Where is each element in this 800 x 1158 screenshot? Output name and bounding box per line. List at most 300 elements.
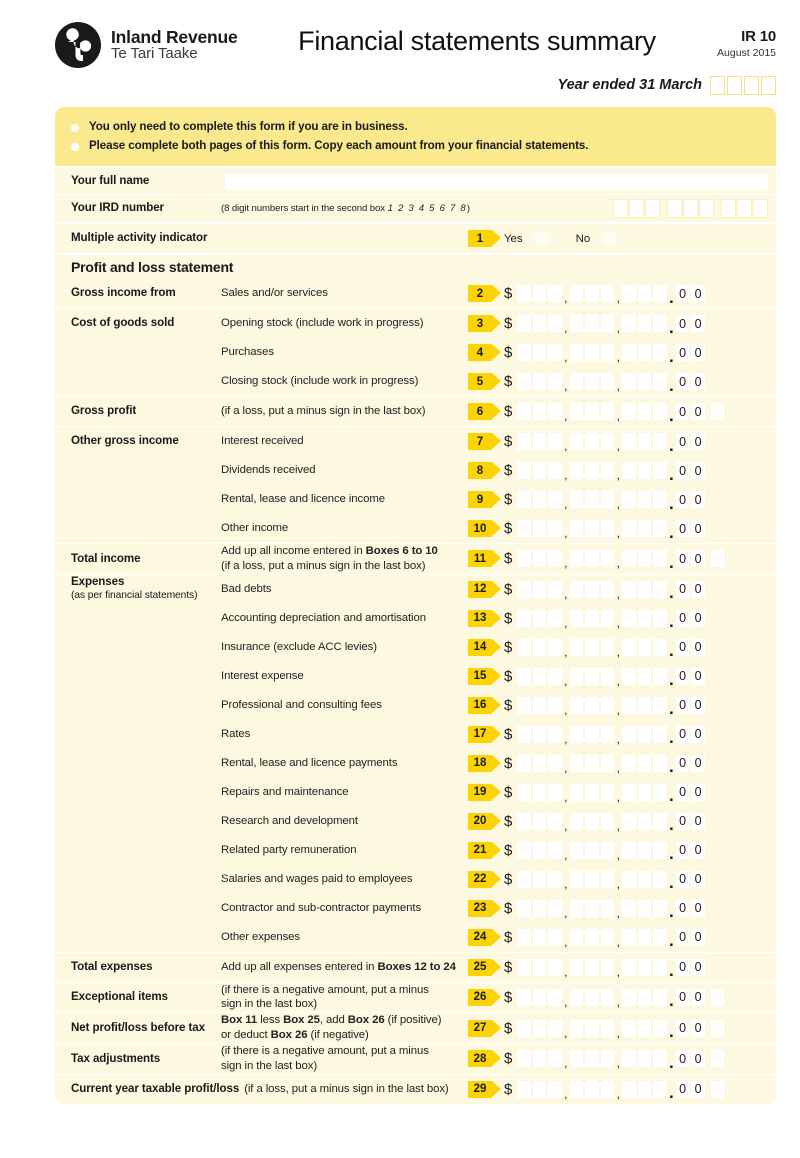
amount-digit-box[interactable] [637, 461, 653, 480]
amount-digit-box[interactable] [652, 725, 668, 744]
amount-digit-box[interactable] [532, 343, 548, 362]
amount-digit-box[interactable] [637, 638, 653, 657]
amount-digit-box[interactable] [584, 667, 600, 686]
amount-digit-box[interactable] [637, 928, 653, 947]
amount-digit-box[interactable] [547, 667, 563, 686]
amount-digits[interactable] [516, 899, 668, 918]
amount-digit-box[interactable] [584, 958, 600, 977]
amount-digit-box[interactable] [516, 725, 532, 744]
amount-digit-box[interactable] [547, 725, 563, 744]
amount-digit-box[interactable] [652, 402, 668, 421]
amount-digit-box[interactable] [532, 402, 548, 421]
year-digit-box[interactable] [761, 76, 776, 95]
amount-digit-box[interactable] [652, 783, 668, 802]
amount-digit-box[interactable] [532, 549, 548, 568]
amount-digits[interactable] [516, 461, 668, 480]
amount-digits[interactable] [516, 609, 668, 628]
amount-digit-box[interactable] [584, 432, 600, 451]
amount-digit-box[interactable] [532, 609, 548, 628]
amount-digit-box[interactable] [584, 812, 600, 831]
amount-digit-box[interactable] [547, 988, 563, 1007]
amount-digit-box[interactable] [621, 870, 637, 889]
amount-digit-box[interactable] [547, 549, 563, 568]
amount-digit-box[interactable] [547, 1080, 563, 1099]
amount-digit-box[interactable] [600, 1080, 616, 1099]
amount-digit-box[interactable] [584, 638, 600, 657]
amount-digit-box[interactable] [652, 314, 668, 333]
amount-digit-box[interactable] [584, 988, 600, 1007]
amount-digit-box[interactable] [516, 343, 532, 362]
amount-digit-box[interactable] [547, 928, 563, 947]
amount-digit-box[interactable] [652, 490, 668, 509]
amount-digit-box[interactable] [637, 1049, 653, 1068]
amount-digit-box[interactable] [584, 519, 600, 538]
amount-digit-box[interactable] [547, 519, 563, 538]
amount-digit-box[interactable] [621, 958, 637, 977]
amount-digit-box[interactable] [532, 841, 548, 860]
amount-digit-box[interactable] [547, 899, 563, 918]
amount-digits[interactable] [516, 343, 668, 362]
amount-digit-box[interactable] [584, 870, 600, 889]
amount-digit-box[interactable] [547, 314, 563, 333]
amount-digit-box[interactable] [600, 696, 616, 715]
minus-sign-box[interactable] [710, 1019, 726, 1038]
amount-digits[interactable] [516, 549, 668, 571]
amount-digit-box[interactable] [652, 372, 668, 391]
amount-digit-box[interactable] [516, 638, 532, 657]
amount-digit-box[interactable] [516, 549, 532, 568]
amount-digit-box[interactable] [584, 928, 600, 947]
amount-digit-box[interactable] [652, 928, 668, 947]
amount-digit-box[interactable] [516, 432, 532, 451]
amount-digit-box[interactable] [569, 519, 585, 538]
amount-digit-box[interactable] [547, 638, 563, 657]
amount-digits[interactable] [516, 1019, 668, 1038]
amount-digit-box[interactable] [621, 1080, 637, 1099]
amount-digit-box[interactable] [547, 580, 563, 599]
amount-digit-box[interactable] [569, 284, 585, 303]
amount-digit-box[interactable] [584, 549, 600, 568]
amount-digit-box[interactable] [547, 432, 563, 451]
amount-digit-box[interactable] [569, 1049, 585, 1068]
amount-digit-box[interactable] [569, 372, 585, 391]
amount-digit-box[interactable] [532, 870, 548, 889]
amount-digits[interactable] [516, 372, 668, 391]
amount-digits[interactable] [516, 928, 668, 947]
amount-digits[interactable] [516, 783, 668, 802]
amount-digit-box[interactable] [652, 284, 668, 303]
amount-digit-box[interactable] [532, 638, 548, 657]
amount-digit-box[interactable] [652, 754, 668, 773]
amount-digit-box[interactable] [600, 783, 616, 802]
amount-digit-box[interactable] [600, 490, 616, 509]
amount-digit-box[interactable] [569, 490, 585, 509]
ird-digit-box[interactable] [699, 199, 714, 218]
amount-digit-box[interactable] [637, 549, 653, 568]
amount-digit-box[interactable] [600, 870, 616, 889]
amount-digit-box[interactable] [569, 754, 585, 773]
amount-digit-box[interactable] [584, 899, 600, 918]
amount-digit-box[interactable] [600, 988, 616, 1007]
ird-digit-box[interactable] [683, 199, 698, 218]
amount-digit-box[interactable] [600, 667, 616, 686]
amount-digit-box[interactable] [516, 812, 532, 831]
amount-digit-box[interactable] [621, 549, 637, 568]
amount-digit-box[interactable] [584, 284, 600, 303]
amount-digit-box[interactable] [621, 402, 637, 421]
amount-digit-box[interactable] [621, 638, 637, 657]
amount-digit-box[interactable] [532, 783, 548, 802]
amount-digit-box[interactable] [600, 549, 616, 568]
amount-digit-box[interactable] [569, 870, 585, 889]
amount-digit-box[interactable] [569, 988, 585, 1007]
amount-digit-box[interactable] [584, 841, 600, 860]
ird-digit-box[interactable] [721, 199, 736, 218]
amount-digit-box[interactable] [600, 754, 616, 773]
amount-digits[interactable] [516, 958, 668, 977]
amount-digit-box[interactable] [637, 490, 653, 509]
amount-digits[interactable] [516, 725, 668, 744]
amount-digit-box[interactable] [569, 696, 585, 715]
amount-digit-box[interactable] [600, 609, 616, 628]
amount-digit-box[interactable] [621, 783, 637, 802]
yes-radio[interactable] [534, 231, 550, 247]
minus-sign-box[interactable] [710, 988, 726, 1007]
amount-digit-box[interactable] [532, 696, 548, 715]
amount-digit-box[interactable] [637, 696, 653, 715]
amount-digits[interactable] [516, 696, 668, 715]
amount-digit-box[interactable] [532, 490, 548, 509]
amount-digit-box[interactable] [637, 432, 653, 451]
amount-digit-box[interactable] [637, 725, 653, 744]
amount-digit-box[interactable] [584, 372, 600, 391]
amount-digit-box[interactable] [637, 402, 653, 421]
amount-digit-box[interactable] [637, 754, 653, 773]
amount-digit-box[interactable] [637, 988, 653, 1007]
amount-digit-box[interactable] [652, 841, 668, 860]
ird-digit-box[interactable] [645, 199, 660, 218]
amount-digit-box[interactable] [516, 928, 532, 947]
amount-digit-box[interactable] [652, 580, 668, 599]
amount-digit-box[interactable] [532, 1049, 548, 1068]
amount-digit-box[interactable] [584, 580, 600, 599]
amount-digit-box[interactable] [600, 841, 616, 860]
amount-digit-box[interactable] [584, 725, 600, 744]
amount-digits[interactable] [516, 314, 668, 333]
amount-digit-box[interactable] [532, 725, 548, 744]
amount-digits[interactable] [516, 812, 668, 831]
amount-digit-box[interactable] [532, 812, 548, 831]
amount-digit-box[interactable] [547, 402, 563, 421]
ird-digit-box[interactable] [613, 199, 628, 218]
amount-digit-box[interactable] [532, 372, 548, 391]
amount-digit-box[interactable] [621, 899, 637, 918]
amount-digit-box[interactable] [569, 812, 585, 831]
amount-digit-box[interactable] [637, 870, 653, 889]
amount-digit-box[interactable] [621, 754, 637, 773]
amount-digit-box[interactable] [569, 899, 585, 918]
amount-digit-box[interactable] [652, 899, 668, 918]
amount-digit-box[interactable] [652, 519, 668, 538]
amount-digit-box[interactable] [569, 783, 585, 802]
amount-digit-box[interactable] [652, 958, 668, 977]
amount-digit-box[interactable] [652, 638, 668, 657]
amount-digit-box[interactable] [547, 783, 563, 802]
amount-digit-box[interactable] [547, 461, 563, 480]
amount-digit-box[interactable] [584, 314, 600, 333]
amount-digit-box[interactable] [621, 1049, 637, 1068]
amount-digit-box[interactable] [600, 725, 616, 744]
amount-digit-box[interactable] [516, 841, 532, 860]
amount-digit-box[interactable] [547, 1049, 563, 1068]
amount-digit-box[interactable] [547, 812, 563, 831]
amount-digit-box[interactable] [569, 1019, 585, 1038]
amount-digit-box[interactable] [600, 372, 616, 391]
amount-digit-box[interactable] [532, 754, 548, 773]
amount-digit-box[interactable] [621, 609, 637, 628]
amount-digit-box[interactable] [516, 696, 532, 715]
amount-digit-box[interactable] [547, 372, 563, 391]
amount-digits[interactable] [516, 841, 668, 860]
amount-digit-box[interactable] [569, 1080, 585, 1099]
ird-digit-box[interactable] [753, 199, 768, 218]
amount-digit-box[interactable] [600, 580, 616, 599]
amount-digit-box[interactable] [637, 899, 653, 918]
amount-digits[interactable] [516, 432, 668, 451]
amount-digit-box[interactable] [621, 314, 637, 333]
amount-digit-box[interactable] [600, 519, 616, 538]
amount-digits[interactable] [516, 870, 668, 889]
amount-digit-box[interactable] [637, 580, 653, 599]
minus-sign-box[interactable] [710, 1080, 726, 1099]
amount-digit-box[interactable] [516, 958, 532, 977]
amount-digit-box[interactable] [600, 314, 616, 333]
amount-digit-box[interactable] [600, 461, 616, 480]
amount-digit-box[interactable] [637, 841, 653, 860]
amount-digit-box[interactable] [600, 928, 616, 947]
amount-digit-box[interactable] [532, 667, 548, 686]
amount-digit-box[interactable] [652, 432, 668, 451]
amount-digits[interactable] [516, 1080, 668, 1099]
minus-sign-box[interactable] [710, 402, 726, 421]
amount-digit-box[interactable] [600, 284, 616, 303]
amount-digit-box[interactable] [547, 1019, 563, 1038]
amount-digit-box[interactable] [516, 402, 532, 421]
amount-digit-box[interactable] [652, 1080, 668, 1099]
amount-digit-box[interactable] [532, 899, 548, 918]
full-name-input[interactable] [225, 173, 768, 190]
amount-digit-box[interactable] [516, 667, 532, 686]
amount-digit-box[interactable] [547, 284, 563, 303]
amount-digit-box[interactable] [547, 754, 563, 773]
amount-digit-box[interactable] [652, 696, 668, 715]
ird-digit-box[interactable] [667, 199, 682, 218]
amount-digit-box[interactable] [600, 343, 616, 362]
amount-digit-box[interactable] [600, 899, 616, 918]
amount-digit-box[interactable] [569, 343, 585, 362]
amount-digit-box[interactable] [652, 1019, 668, 1038]
amount-digit-box[interactable] [516, 783, 532, 802]
amount-digit-box[interactable] [532, 580, 548, 599]
amount-digit-box[interactable] [569, 402, 585, 421]
amount-digit-box[interactable] [547, 696, 563, 715]
year-digit-box[interactable] [710, 76, 725, 95]
amount-digit-box[interactable] [637, 783, 653, 802]
amount-digit-box[interactable] [600, 1019, 616, 1038]
amount-digits[interactable] [516, 667, 668, 686]
minus-sign-box[interactable] [710, 549, 726, 568]
amount-digit-box[interactable] [516, 519, 532, 538]
amount-digit-box[interactable] [569, 667, 585, 686]
amount-digit-box[interactable] [621, 580, 637, 599]
amount-digit-box[interactable] [621, 284, 637, 303]
amount-digit-box[interactable] [637, 314, 653, 333]
amount-digit-box[interactable] [652, 343, 668, 362]
amount-digit-box[interactable] [621, 1019, 637, 1038]
amount-digit-box[interactable] [584, 461, 600, 480]
amount-digit-box[interactable] [569, 725, 585, 744]
amount-digit-box[interactable] [569, 432, 585, 451]
amount-digit-box[interactable] [652, 870, 668, 889]
amount-digit-box[interactable] [532, 519, 548, 538]
amount-digit-box[interactable] [652, 1049, 668, 1068]
year-ended-input[interactable] [710, 76, 776, 95]
amount-digit-box[interactable] [516, 461, 532, 480]
amount-digit-box[interactable] [516, 372, 532, 391]
amount-digit-box[interactable] [547, 958, 563, 977]
amount-digit-box[interactable] [547, 609, 563, 628]
amount-digit-box[interactable] [532, 988, 548, 1007]
amount-digit-box[interactable] [584, 1049, 600, 1068]
amount-digit-box[interactable] [532, 461, 548, 480]
amount-digit-box[interactable] [621, 812, 637, 831]
amount-digit-box[interactable] [516, 988, 532, 1007]
amount-digits[interactable] [516, 754, 668, 773]
amount-digits[interactable] [516, 519, 668, 538]
amount-digit-box[interactable] [569, 461, 585, 480]
amount-digit-box[interactable] [637, 667, 653, 686]
amount-digit-box[interactable] [621, 461, 637, 480]
amount-digit-box[interactable] [569, 841, 585, 860]
amount-digit-box[interactable] [516, 1019, 532, 1038]
amount-digit-box[interactable] [569, 580, 585, 599]
amount-digits[interactable] [516, 638, 668, 657]
ird-digit-box[interactable] [737, 199, 752, 218]
amount-digit-box[interactable] [516, 754, 532, 773]
amount-digit-box[interactable] [600, 402, 616, 421]
amount-digit-box[interactable] [516, 314, 532, 333]
amount-digit-box[interactable] [621, 988, 637, 1007]
amount-digit-box[interactable] [547, 870, 563, 889]
amount-digit-box[interactable] [637, 372, 653, 391]
amount-digits[interactable] [516, 1049, 668, 1071]
amount-digit-box[interactable] [516, 609, 532, 628]
amount-digit-box[interactable] [532, 928, 548, 947]
amount-digit-box[interactable] [532, 958, 548, 977]
amount-digits[interactable] [516, 490, 668, 509]
amount-digit-box[interactable] [516, 490, 532, 509]
amount-digit-box[interactable] [532, 1080, 548, 1099]
amount-digit-box[interactable] [621, 841, 637, 860]
amount-digit-box[interactable] [569, 314, 585, 333]
amount-digit-box[interactable] [584, 343, 600, 362]
amount-digit-box[interactable] [584, 490, 600, 509]
amount-digit-box[interactable] [516, 870, 532, 889]
amount-digit-box[interactable] [637, 1019, 653, 1038]
no-radio[interactable] [601, 231, 617, 247]
amount-digit-box[interactable] [516, 284, 532, 303]
amount-digit-box[interactable] [584, 696, 600, 715]
amount-digit-box[interactable] [621, 928, 637, 947]
amount-digit-box[interactable] [621, 519, 637, 538]
amount-digit-box[interactable] [516, 1080, 532, 1099]
ird-digit-box[interactable] [629, 199, 644, 218]
amount-digit-box[interactable] [584, 402, 600, 421]
amount-digit-box[interactable] [621, 432, 637, 451]
amount-digit-box[interactable] [600, 1049, 616, 1068]
amount-digit-box[interactable] [516, 1049, 532, 1068]
amount-digits[interactable] [516, 580, 668, 599]
amount-digit-box[interactable] [621, 667, 637, 686]
amount-digit-box[interactable] [547, 841, 563, 860]
amount-digit-box[interactable] [532, 1019, 548, 1038]
amount-digit-box[interactable] [547, 343, 563, 362]
amount-digit-box[interactable] [516, 899, 532, 918]
amount-digit-box[interactable] [569, 928, 585, 947]
amount-digit-box[interactable] [637, 519, 653, 538]
amount-digit-box[interactable] [584, 754, 600, 773]
amount-digit-box[interactable] [547, 490, 563, 509]
amount-digit-box[interactable] [569, 549, 585, 568]
amount-digit-box[interactable] [652, 988, 668, 1007]
amount-digit-box[interactable] [637, 343, 653, 362]
amount-digit-box[interactable] [584, 1019, 600, 1038]
amount-digit-box[interactable] [569, 638, 585, 657]
amount-digit-box[interactable] [652, 667, 668, 686]
amount-digit-box[interactable] [600, 812, 616, 831]
amount-digit-box[interactable] [621, 725, 637, 744]
amount-digit-box[interactable] [637, 284, 653, 303]
ird-number-input[interactable] [613, 199, 768, 218]
minus-sign-box[interactable] [710, 1049, 726, 1068]
amount-digit-box[interactable] [584, 1080, 600, 1099]
amount-digit-box[interactable] [532, 314, 548, 333]
amount-digit-box[interactable] [621, 490, 637, 509]
amount-digit-box[interactable] [600, 958, 616, 977]
amount-digits[interactable] [516, 402, 668, 421]
amount-digit-box[interactable] [652, 461, 668, 480]
amount-digit-box[interactable] [652, 609, 668, 628]
amount-digit-box[interactable] [621, 372, 637, 391]
amount-digit-box[interactable] [584, 783, 600, 802]
year-digit-box[interactable] [727, 76, 742, 95]
amount-digit-box[interactable] [516, 580, 532, 599]
amount-digit-box[interactable] [532, 284, 548, 303]
amount-digit-box[interactable] [621, 343, 637, 362]
amount-digit-box[interactable] [569, 609, 585, 628]
amount-digit-box[interactable] [584, 609, 600, 628]
amount-digit-box[interactable] [600, 638, 616, 657]
amount-digit-box[interactable] [600, 432, 616, 451]
amount-digits[interactable] [516, 988, 668, 1007]
amount-digit-box[interactable] [637, 609, 653, 628]
amount-digit-box[interactable] [621, 696, 637, 715]
amount-digit-box[interactable] [637, 812, 653, 831]
year-digit-box[interactable] [744, 76, 759, 95]
amount-digit-box[interactable] [637, 1080, 653, 1099]
amount-digit-box[interactable] [532, 432, 548, 451]
amount-digit-box[interactable] [652, 549, 668, 568]
